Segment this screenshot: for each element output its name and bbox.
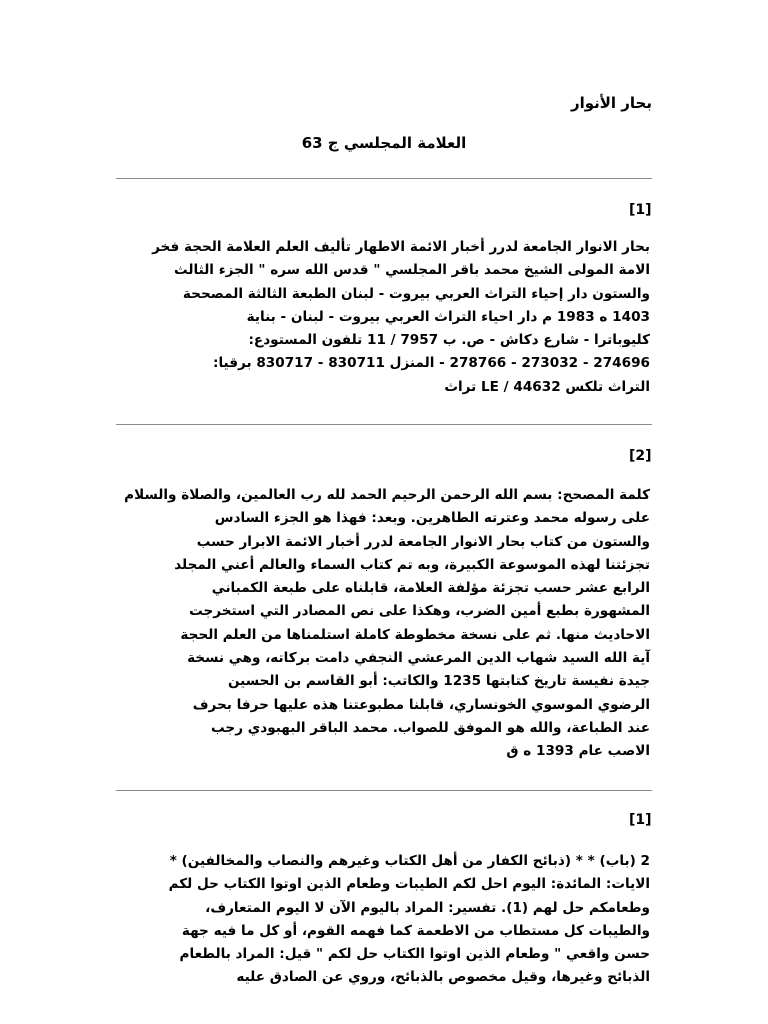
text-line: الاحاديث منها. ثم على نسخة مخطوطة كاملة استلمناها من العلم الحجة — [180, 626, 650, 643]
divider-rule — [116, 178, 652, 179]
text-line: عند الطباعة، والله هو الموفق للصواب. محمد الباقر البهبودي رجب — [211, 719, 650, 736]
text-line: 1403 ه 1983 م دار احياء التراث العربي بيروت - لبنان - بناية — [246, 308, 650, 325]
section-marker: [1] — [629, 202, 652, 218]
text-line: كليوباترا - شارع دكاش - ص. ب 7957 / 11 تلفون المستودع: — [248, 332, 650, 349]
chapter-text-paragraph — [130, 850, 650, 990]
section-marker: [2] — [629, 448, 652, 464]
text-line: الايات: المائدة: اليوم احل لكم الطيبات وطعام الذين اوتوا الكتاب حل لكم — [168, 876, 650, 893]
section-marker: [1] — [629, 812, 652, 828]
text-line: آية الله السيد شهاب الدين المرعشي النجفي دامت بركاته، وهي نسخة — [187, 650, 650, 667]
text-line: الرضوي الموسوي الخونساري، قابلنا مطبوعتنا هذه عليها حرفا بحرف — [192, 696, 650, 713]
text-line: كلمة المصحح: بسم الله الرحمن الرحيم الحمد لله رب العالمين، والصلاة والسلام — [124, 487, 650, 503]
text-line: 274696 - 273032 - 278766 - المنزل 830711 - 830717 برقيا: — [213, 355, 650, 372]
text-line: 2 (باب) * * (ذبائح الكفار من أهل الكتاب وغيرهم والنصاب والمخالفين) * — [169, 853, 650, 869]
text-line: الامة المولى الشيخ محمد باقر المجلسي " قدس الله سره " الجزء الثالث — [174, 262, 650, 279]
text-line: بحار الانوار الجامعة لدرر أخبار الائمة الاطهار تأليف العلم العلامة الحجة فخر — [152, 239, 650, 255]
author-volume-subtitle: العلامة المجلسي ج 63 — [301, 134, 467, 152]
text-line: والستون دار إحياء التراث العربي بيروت - لبنان الطبعة الثالثة المصححة — [182, 285, 650, 302]
text-line: والطيبات كل مستطاب من الاطعمة كما فهمه القوم، أو كل ما فيه جهة — [181, 922, 650, 939]
text-line: الاصب عام 1393 ه ق — [506, 743, 650, 760]
text-line: المشهورة بطبع أمين الضرب، وهكذا على نص المصادر التي استخرجت — [189, 603, 650, 620]
text-line: جيدة نفيسة تاريخ كتابتها 1235 والكاتب: أبو القاسم بن الحسين — [227, 673, 650, 690]
text-line: على رسوله محمد وعترته الطاهرين. وبعد: فهذا هو الجزء السادس — [214, 510, 650, 527]
editor-note-paragraph — [124, 484, 650, 764]
text-line: حسن واقعي " وطعام الذين اوتوا الكتاب حل لكم " قيل: المراد بالطعام — [179, 946, 650, 963]
text-line: التراث تلكس LE / 44632 تراث — [444, 378, 650, 395]
divider-rule — [116, 424, 652, 425]
text-line: والستون من كتاب بحار الانوار الجامعة لدرر أخبار الائمة الابرار حسب — [196, 533, 650, 550]
publication-info-paragraph — [130, 236, 650, 399]
text-line: وطعامكم حل لهم (1). تفسير: المراد باليوم الآن لا اليوم المتعارف، — [205, 899, 650, 916]
text-line: الذبائح وغيرها، وقيل مخصوص بالذبائح، وروي عن الصادق عليه — [236, 969, 650, 986]
divider-rule — [116, 790, 652, 791]
text-line: الرابع عشر حسب تجزئة مؤلفة العلامة، قابلناه على طبعة الكمباني — [211, 580, 650, 597]
text-line: تجزئتنا لهذه الموسوعة الكبيرة، وبه تم كتاب السماء والعالم أعني المجلد — [174, 556, 650, 573]
book-title: بحار الأنوار — [570, 94, 652, 112]
